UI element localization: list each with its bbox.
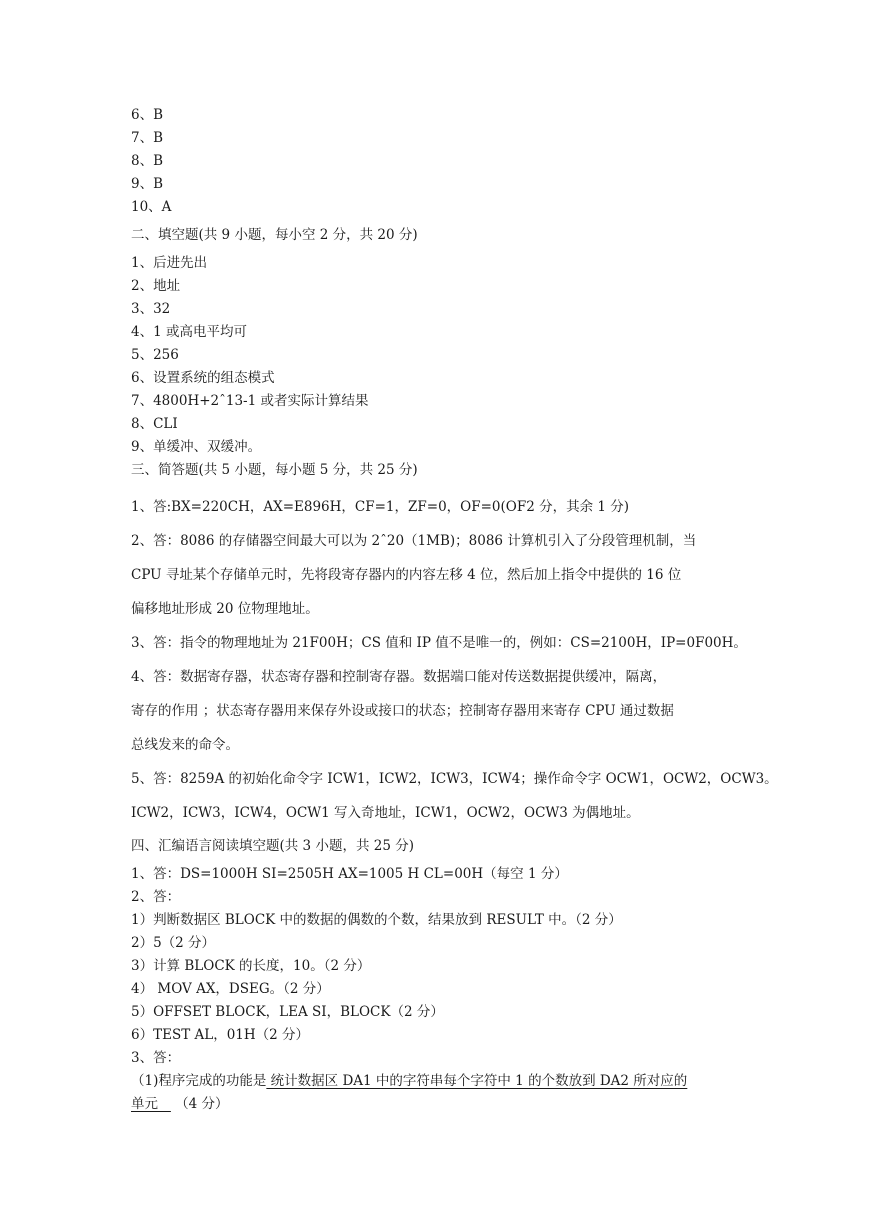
- underlined-answer: 统计数据区 DA1 中的字符串每个字符中 1 的个数放到 DA2 所对应的: [266, 1073, 688, 1089]
- section3-heading: 三、简答题(共 5 小题，每小题 5 分，共 25 分): [131, 462, 418, 478]
- answer-content: [131, 104, 778, 1116]
- answer-line: 3、答：: [131, 1050, 181, 1066]
- answer-line: 5）OFFSET BLOCK，LEA SI，BLOCK（2 分）: [131, 1004, 444, 1020]
- program-function-line: （1)程序完成的功能是 统计数据区 DA1 中的字符串每个字符中 1 的个数放到 DA2 所对应的: [131, 1073, 688, 1089]
- answer-line: 2、答：: [131, 889, 181, 905]
- answer-line: 3、32: [131, 301, 171, 317]
- section4-answers: [131, 863, 741, 1116]
- answer-line: 10、A: [131, 199, 172, 215]
- answer-line: 7、4800H+2ˆ13-1 或者实际计算结果: [131, 393, 369, 409]
- answer-line: 2、地址: [131, 278, 181, 294]
- underlined-answer: 单元: [131, 1096, 171, 1112]
- short-answer-2: 2、答：8086 的存储器空间最大可以为 2ˆ20（1MB)；8086 计算机引入了分段管理机制，当 CPU 寻址某个存储单元时，先将段寄存器内的内容左移 4 位，然后加上指令中提供的 16 位 偏移地址形成 20 位物理地址。: [131, 533, 697, 617]
- answer-line: 7、B: [131, 130, 164, 146]
- section3-answers: [131, 490, 778, 830]
- short-answer-1: 1、答:BX=220CH，AX=E896H，CF=1，ZF=0，OF=0(OF2 分，其余 1 分): [131, 499, 630, 515]
- answer-line: 9、单缓冲、双缓冲。: [131, 439, 262, 455]
- program-function-line-cont: 单元 （4 分）: [131, 1096, 229, 1112]
- answer-line: 1、答：DS=1000H SI=2505H AX=1005 H CL=00H（每空 1 分）: [131, 866, 568, 882]
- answer-line: 8、B: [131, 153, 164, 169]
- short-answer-4: 4、答：数据寄存器，状态寄存器和控制寄存器。数据端口能对传送数据提供缓冲，隔离， 寄存的作用 ；状态寄存器用来保存外设或接口的状态；控制寄存器用来寄存 CPU 通过数据 总线发来的命令。: [131, 669, 674, 753]
- answer-line: 4、1 或高电平均可: [131, 324, 247, 340]
- answer-line: 6、B: [131, 107, 164, 123]
- short-answer-3: 3、答：指令的物理地址为 21F00H；CS 值和 IP 值不是唯一的，例如：CS=2100H，IP=0F00H。: [131, 635, 747, 651]
- answer-line: 3）计算 BLOCK 的长度，10。（2 分）: [131, 958, 371, 974]
- short-answer-5: 5、答：8259A 的初始化命令字 ICW1，ICW2，ICW3，ICW4；操作命令字 OCW1，OCW2，OCW3。 ICW2，ICW3，ICW4，OCW1 写入奇地址，ICW1，OCW2，OCW3 为偶地址。: [131, 771, 778, 821]
- answer-line: 5、256: [131, 347, 179, 363]
- answer-line: 6）TEST AL，01H（2 分）: [131, 1027, 310, 1043]
- answer-line: 9、B: [131, 176, 164, 192]
- answer-line: 6、设置系统的组态模式: [131, 370, 275, 386]
- section2-answers: [131, 252, 741, 459]
- answer-line: 1、后进先出: [131, 255, 208, 271]
- section1-answers: [131, 104, 741, 219]
- answer-line: 4） MOV AX，DSEG。（2 分）: [131, 981, 330, 997]
- section2-heading: 二、填空题(共 9 小题，每小空 2 分，共 20 分): [131, 227, 418, 243]
- answer-line: 2）5（2 分）: [131, 935, 216, 951]
- answer-line: 1）判断数据区 BLOCK 中的数据的偶数的个数，结果放到 RESULT 中。（2 分）: [131, 912, 622, 928]
- answer-line: 8、CLI: [131, 416, 178, 432]
- section4-heading: 四、汇编语言阅读填空题(共 3 小题，共 25 分): [131, 838, 414, 854]
